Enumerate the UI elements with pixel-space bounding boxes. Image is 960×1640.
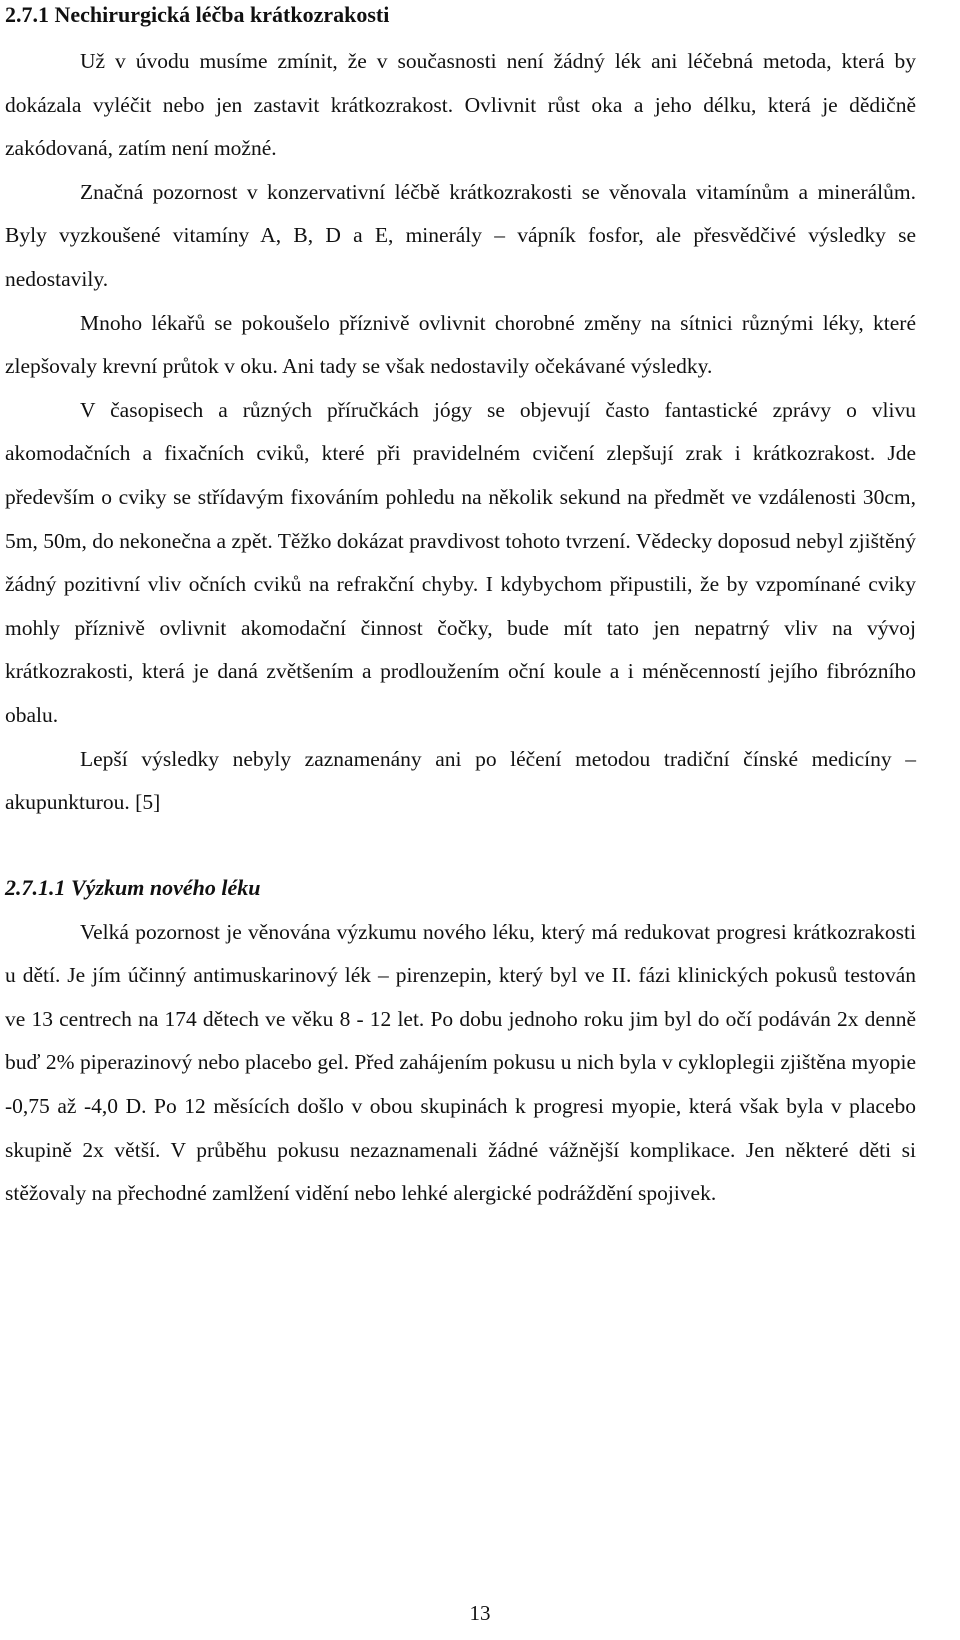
paragraph: Lepší výsledky nebyly zaznamenány ani po léčení metodou tradiční čínské medicíny – akupunkturou. [5] [5, 746, 916, 815]
paragraph: Mnoho lékařů se pokoušelo příznivě ovlivnit chorobné změny na sítnici různými léky, které zlepšovaly krevní průtok v oku. Ani tady se však nedostavily očekávané výsledky. [5, 310, 916, 379]
section-body [5, 40, 916, 825]
paragraph: V časopisech a různých příručkách jógy se objevují často fantastické zprávy o vlivu akomodačních a fixačních cviků, které při pravidelném cvičení zlepšují zrak i krátkozrakost. Jde především o cviky se střídavým fixováním pohledu na několik sekund na předmět ve vzdálenosti 30cm, 5m, 50m, do nekonečna a zpět. Těžko dokázat pravdivost tohoto tvrzení. Vědecky doposud nebyl zjištěný žádný pozitivní vliv očních cviků na refrakční chyby. I kdybychom připustili, že by vzpomínané cviky mohly příznivě ovlivnit akomodační činnost čočky, bude mít tato jen nepatrný vliv na vývoj krátkozrakosti, která je daná zvětšením a prodloužením oční koule a i méněcenností jejího fibrózního obalu. [5, 397, 916, 727]
section-title: 2.7.1 Nechirurgická léčba krátkozrakosti [5, 2, 390, 27]
paragraph: Velká pozornost je věnována výzkumu nového léku, který má redukovat progresi krátkozrakosti u dětí. Je jím účinný antimuskarinový lék – pirenzepin, který byl ve II. fázi klinických pokusů testován ve 13 centrech na 174 dětech ve věku 8 - 12 let. Po dobu jednoho roku jim byl do očí podáván 2x denně buď 2% piperazinový nebo placebo gel. Před zahájením pokusu u nich byla v cykloplegii zjištěna myopie -0,75 až -4,0 D. Po 12 měsících došlo v obou skupinách k progresi myopie, která však byla v placebo skupině 2x větší. V průběhu pokusu nezaznamenali žádné vážnější komplikace. Jen některé děti si stěžovaly na přechodné zamlžení vidění nebo lehké alergické podráždění spojivek. [5, 919, 916, 1206]
paragraph: Značná pozornost v konzervativní léčbě krátkozrakosti se věnovala vitamínům a minerálům. Byly vyzkoušené vitamíny A, B, D a E, minerály – vápník fosfor, ale přesvědčivé výsledky se nedostavily. [5, 179, 916, 291]
page-number: 13 [469, 1601, 491, 1625]
subsection-body [5, 911, 916, 1216]
page-content [5, 0, 916, 1216]
subsection-title: 2.7.1.1 Výzkum nového léku [5, 874, 261, 900]
paragraph: Už v úvodu musíme zmínit, že v současnosti není žádný lék ani léčebná metoda, která by dokázala vyléčit nebo jen zastavit krátkozrakost. Ovlivnit růst oka a jeho délku, která je dědičně zakódovaná, zatím není možné. [5, 49, 916, 161]
